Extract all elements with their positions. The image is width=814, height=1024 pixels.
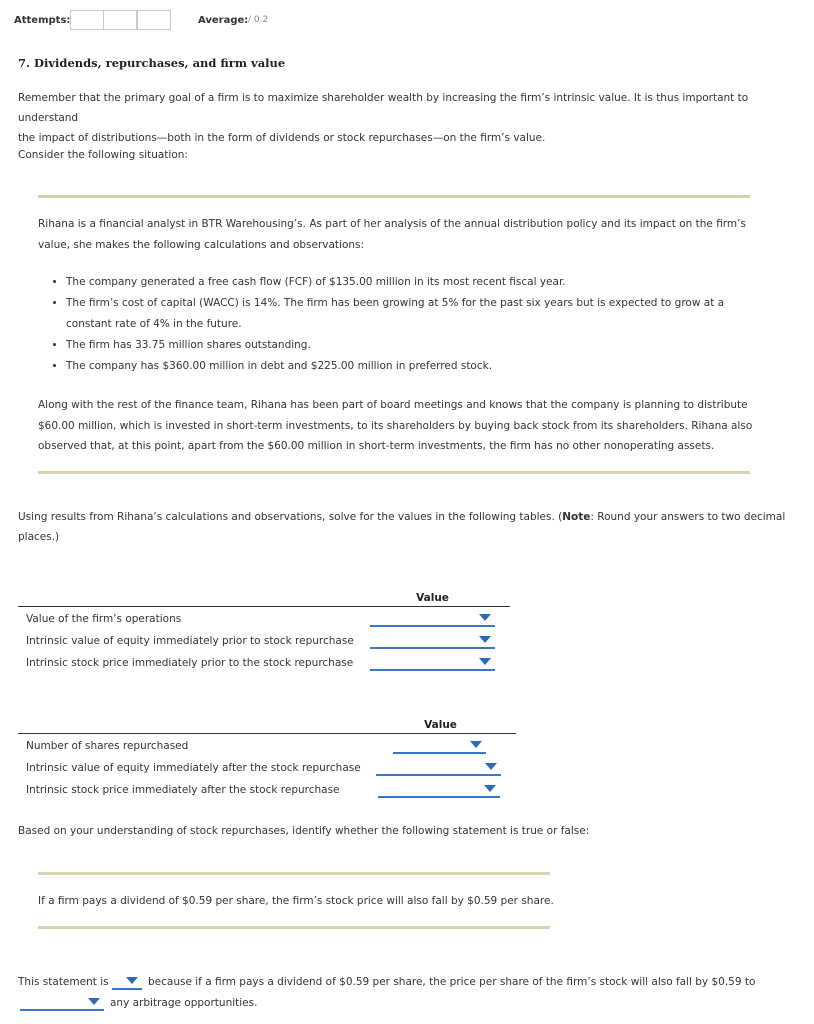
table1-equity-prior-dropdown[interactable] <box>370 631 495 649</box>
table2-row-shares-label: Number of shares repurchased <box>26 740 189 752</box>
table2-row-equity-after-label: Intrinsic value of equity immediately after the stock repurchase <box>26 762 361 774</box>
scenario-bottom-rule <box>38 471 750 474</box>
bullet-wacc <box>66 293 756 335</box>
instructions-line-1 <box>18 507 808 527</box>
average-value: / 0.2 <box>248 15 269 25</box>
statement-top-rule <box>38 872 550 875</box>
chevron-down-icon <box>479 636 491 643</box>
scenario-para-2 <box>38 395 753 457</box>
average-label: Average: <box>198 15 249 26</box>
instructions-line-2: places.) <box>18 531 60 543</box>
note-label: Note <box>562 511 591 523</box>
answer-mid-text: because if a firm pays a dividend of $0.59 per share, the price per share of the firm’s stock will also fall by $0.59 to <box>148 976 756 988</box>
table1-operations-dropdown[interactable] <box>370 609 495 627</box>
attempt-box-2 <box>103 10 137 30</box>
chevron-down-icon <box>88 998 100 1005</box>
question-title: 7. Dividends, repurchases, and firm value <box>18 56 286 70</box>
scenario-para-2-line-1: Along with the rest of the finance team, Rihana has been part of board meetings and knows that the company is planning to distribute <box>38 399 748 411</box>
table2-price-after-dropdown[interactable] <box>378 780 500 798</box>
true-false-prompt: Based on your understanding of stock repurchases, identify whether the following statement is true or false: <box>18 825 590 837</box>
instructions-post: : Round your answers to two decimal <box>590 511 786 523</box>
chevron-down-icon <box>485 763 497 770</box>
bullet-shares: • The firm has 33.75 million shares outstanding. <box>66 335 756 356</box>
true-false-dropdown[interactable] <box>112 972 142 990</box>
table1-row-equity-prior-label: Intrinsic value of equity immediately prior to stock repurchase <box>26 635 354 647</box>
instructions-pre: Using results from Rihana’s calculations and observations, solve for the values in the following tables. ( <box>18 511 563 523</box>
bullet-debt: • The company has $360.00 million in debt and $225.00 million in preferred stock. <box>66 356 756 377</box>
chevron-down-icon <box>479 658 491 665</box>
reason-dropdown[interactable] <box>20 993 104 1011</box>
bullet-wacc-line-2: constant rate of 4% in the future. <box>66 318 242 330</box>
attempt-box-3 <box>137 10 171 30</box>
table2-row-price-after-label: Intrinsic stock price immediately after the stock repurchase <box>26 784 340 796</box>
table1-row-operations-label: Value of the firm’s operations <box>26 613 182 625</box>
statement-bottom-rule <box>38 926 550 929</box>
table1-value-header: Value <box>416 592 449 604</box>
table2-value-header: Value <box>424 719 457 731</box>
table1-price-prior-dropdown[interactable] <box>370 653 495 671</box>
scenario-para-2-line-2: $60.00 million, which is invested in short-term investments, to its shareholders by buying back stock from its shareholders. Rihana also <box>38 419 753 432</box>
attempts-label: Attempts: <box>14 15 71 26</box>
instructions <box>18 507 808 547</box>
table2-equity-after-dropdown[interactable] <box>376 758 501 776</box>
chevron-down-icon <box>479 614 491 621</box>
intro-line-1: Remember that the primary goal of a firm is to maximize shareholder wealth by increasing the firm’s intrinsic value. It is thus important to understand <box>18 92 749 124</box>
chevron-down-icon <box>470 741 482 748</box>
scenario-para-1 <box>38 214 753 255</box>
table2-header-line <box>18 733 516 734</box>
chevron-down-icon <box>126 977 138 984</box>
answer-post-text: any arbitrage opportunities. <box>110 997 258 1009</box>
answer-pre-text: This statement is <box>18 976 109 988</box>
scenario-para-1-line-2: value, she makes the following calculations and observations: <box>38 238 365 251</box>
scenario-para-1-line-1: Rihana is a financial analyst in BTR Warehousing’s. As part of her analysis of the annual distribution policy and its impact on the firm’s <box>38 218 746 230</box>
bullet-wacc-line-1: The firm’s cost of capital (WACC) is 14%. The firm has been growing at 5% for the past six years but is expected to grow at a <box>66 297 725 309</box>
intro-line-2: the impact of distributions—both in the form of dividends or stock repurchases—on the firm’s value. <box>18 132 546 144</box>
scenario-para-2-line-3: observed that, at this point, apart from the $60.00 million in short-term investments, the firm has no other nonoperating assets. <box>38 440 715 452</box>
table1-row-price-prior-label: Intrinsic stock price immediately prior to the stock repurchase <box>26 657 354 669</box>
intro-paragraph <box>18 88 808 148</box>
table2-shares-dropdown[interactable] <box>393 736 486 754</box>
consider-text: Consider the following situation: <box>18 149 188 161</box>
statement-text: If a firm pays a dividend of $0.59 per share, the firm’s stock price will also fall by $0.59 per share. <box>38 895 554 907</box>
attempt-box-1 <box>70 10 104 30</box>
scenario-top-rule <box>38 195 750 198</box>
table1-header-line <box>18 606 510 607</box>
chevron-down-icon <box>484 785 496 792</box>
bullet-fcf: • The company generated a free cash flow (FCF) of $135.00 million in its most recent fiscal year. <box>66 272 756 293</box>
scenario-bullets <box>48 272 756 377</box>
